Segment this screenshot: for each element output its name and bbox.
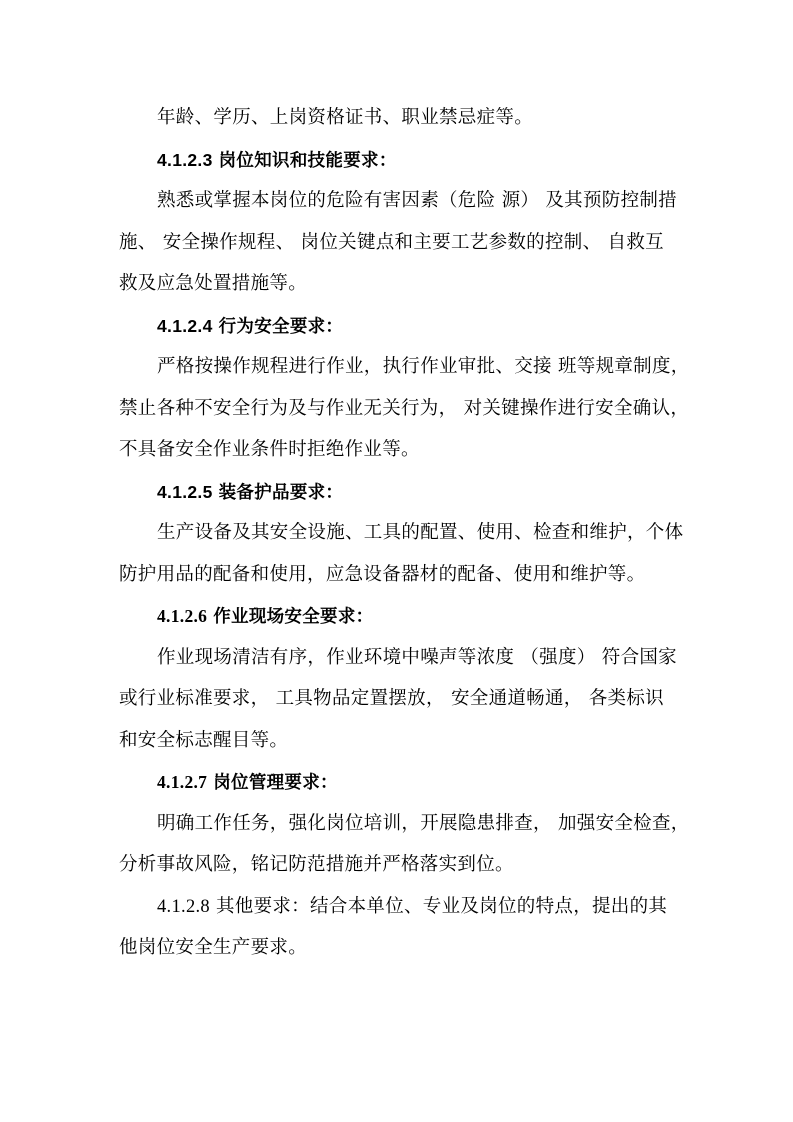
section-title: 岗位管理要求： (213, 773, 338, 793)
paragraph-line: 明确工作任务，强化岗位培训，开展隐患排查， 加强安全检查， (157, 813, 690, 834)
section-title: 其他要求： (215, 896, 310, 917)
section-title: 行为安全要求： (218, 317, 344, 337)
paragraph-line: 禁止各种不安全行为及与作业无关行为， 对关键操作进行安全确认， (119, 398, 690, 419)
paragraph-line: 年龄、学历、上岗资格证书、职业禁忌症等。 (157, 107, 534, 128)
paragraph-line: 分析事故风险，铭记防范措施并严格落实到位。 (119, 854, 514, 875)
section-title: 装备护品要求： (218, 483, 344, 503)
paragraph-line: 作业现场清洁有序，作业环境中噪声等浓度 （强度） 符合国家 (157, 647, 677, 668)
section-heading-4-1-2-7 (157, 767, 338, 797)
paragraph-line: 救及应急处置措施等。 (119, 273, 308, 294)
section-inline-4-1-2-8 (157, 892, 667, 922)
section-number: 4.1.2.8 (157, 897, 210, 917)
section-heading-4-1-2-4 (157, 311, 343, 341)
paragraph-line: 施、 安全操作规程、 岗位关键点和主要工艺参数的控制、 自救互 (119, 232, 664, 253)
section-number: 4.1.2.6 (157, 606, 208, 626)
paragraph-line: 生产设备及其安全设施、工具的配置、使用、检查和维护，个体 (157, 522, 684, 543)
section-number: 4.1.2.4 (157, 316, 213, 336)
paragraph-line: 严格按操作规程进行作业，执行作业审批、交接 班等规章制度， (157, 356, 690, 377)
section-number: 4.1.2.3 (157, 150, 213, 170)
paragraph-line: 熟悉或掌握本岗位的危险有害因素（危险 源） 及其预防控制措 (157, 190, 677, 211)
section-title: 岗位知识和技能要求： (218, 151, 397, 171)
section-heading-4-1-2-3 (157, 145, 397, 175)
paragraph-line: 他岗位安全生产要求。 (119, 937, 308, 958)
section-heading-4-1-2-5 (157, 477, 343, 507)
section-title: 作业现场安全要求： (213, 607, 374, 627)
paragraph-line: 或行业标准要求， 工具物品定置摆放， 安全通道畅通， 各类标识 (119, 688, 664, 709)
paragraph-line: 防护用品的配备和使用，应急设备器材的配备、使用和维护等。 (119, 564, 646, 585)
paragraph-text: 结合本单位、专业及岗位的特点，提出的其 (310, 896, 668, 917)
section-number: 4.1.2.5 (157, 482, 213, 502)
section-number: 4.1.2.7 (157, 772, 208, 792)
paragraph-line: 不具备安全作业条件时拒绝作业等。 (119, 439, 420, 460)
section-heading-4-1-2-6 (157, 601, 373, 631)
paragraph-line: 和安全标志醒目等。 (119, 730, 289, 751)
